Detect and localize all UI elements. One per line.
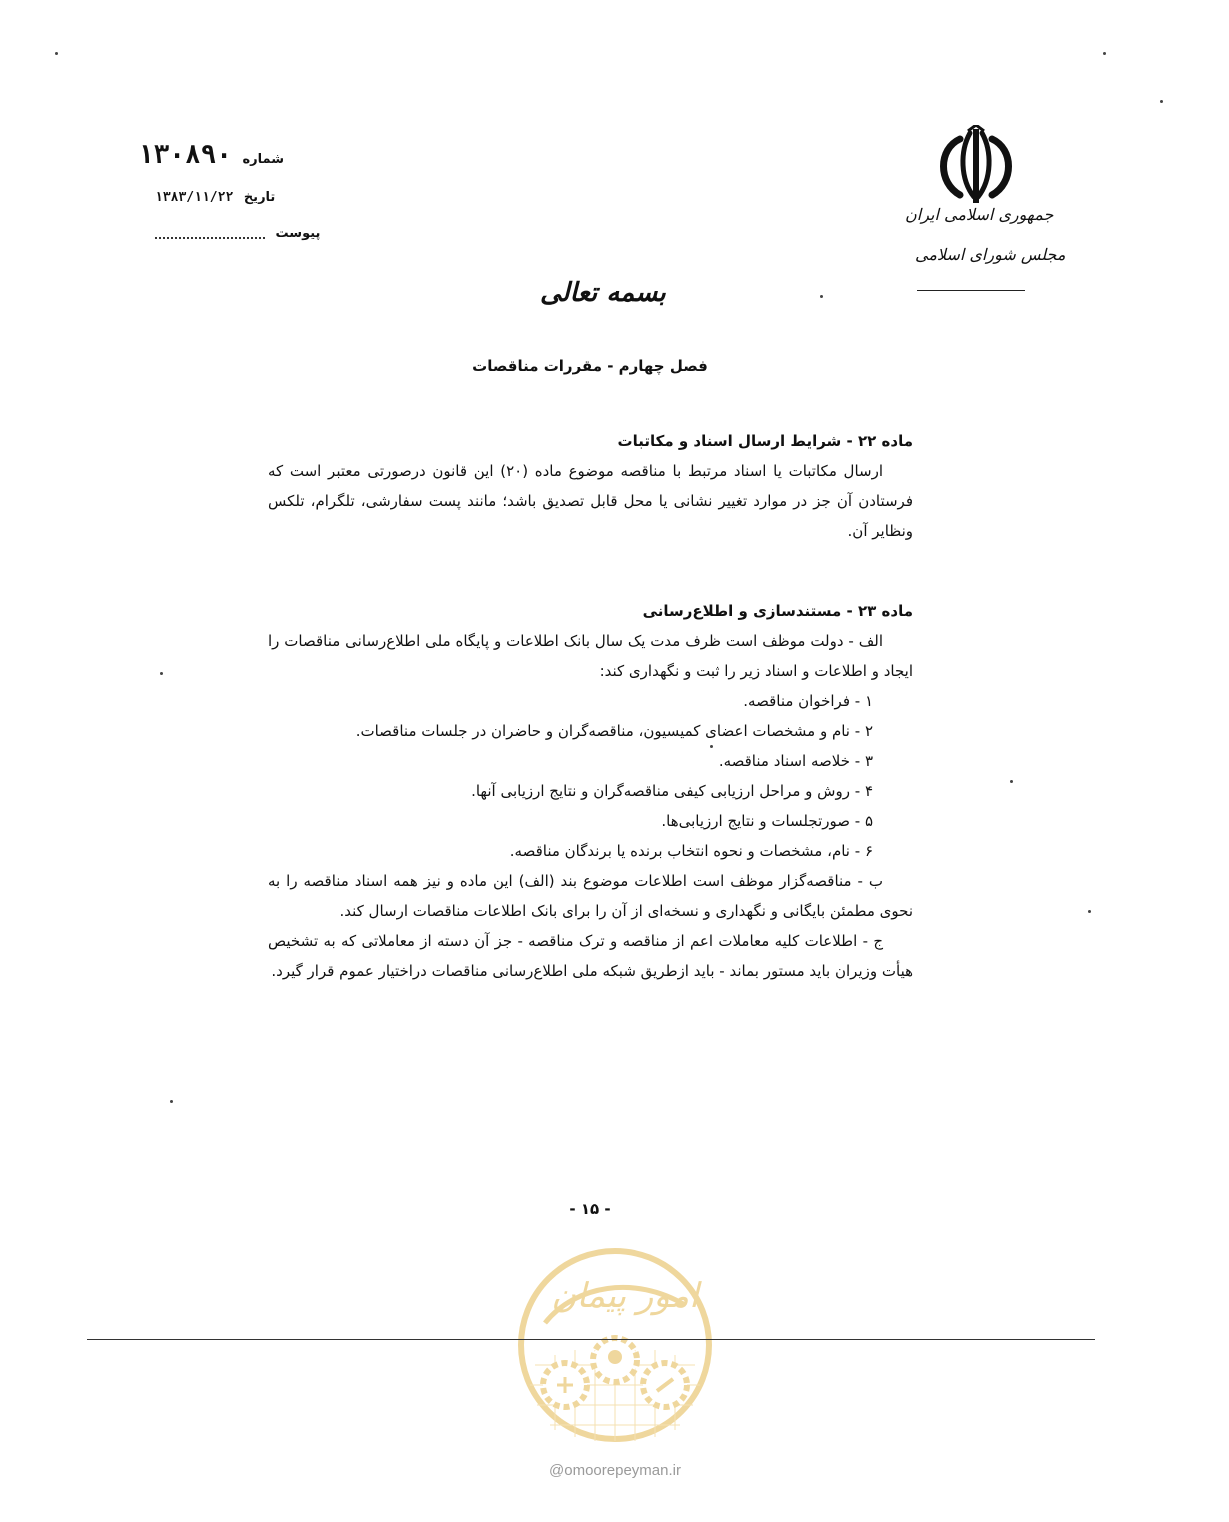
watermark-brand: امور پیمان (551, 1276, 699, 1316)
scan-speck (1088, 910, 1091, 913)
article-23 (268, 596, 913, 986)
attachment-dots (155, 229, 265, 239)
footer-rule (87, 1339, 1095, 1340)
letter-number (138, 140, 284, 170)
article-23-clause-be: ب - مناقصه‌گزار موظف است اطلاعات موضوع بند (الف) این ماده و نیز همه اسناد مناقصه را به نحوی مطمئن بایگانی و نگهداری و نسخه‌ای از آن را برای بانک اطلاعات مناقصات ارسال کند. (268, 872, 913, 920)
scan-speck (710, 745, 713, 748)
chapter-title: فصل چهارم - مقررات مناقصات (472, 357, 708, 375)
scan-speck (1103, 52, 1106, 55)
list-item: ۶ - نام، مشخصات و نحوه انتخاب برنده یا برندگان مناقصه. (509, 842, 873, 860)
list-item: ۲ - نام و مشخصات اعضای کمیسیون، مناقصه‌گران و حاضران در جلسات مناقصات. (355, 722, 873, 740)
scan-speck (1010, 780, 1013, 783)
scan-speck (160, 672, 163, 675)
emblem-underline (917, 290, 1025, 291)
date-value: ۱۳۸۳/۱۱/۲۲ (155, 190, 234, 205)
article-23-title: ماده ۲۳ - مستندسازی و اطلاع‌رسانی (642, 602, 913, 620)
number-value: ۱۳۰۸۹۰ (138, 140, 232, 170)
list-item: ۴ - روش و مراحل ارزیابی کیفی مناقصه‌گران و نتایج ارزیابی آنها. (471, 782, 873, 800)
letter-date (155, 190, 275, 205)
watermark-logo-icon (515, 1245, 715, 1445)
article-23-clause-alef: الف - دولت موظف است ظرف مدت یک سال بانک اطلاعات و پایگاه ملی اطلاع‌رسانی مناقصات را ایجاد و اطلاعات و اسناد زیر را ثبت و نگهداری کند: (268, 632, 913, 680)
number-label: شماره (242, 152, 284, 167)
watermark-url: @omoorepeyman.ir (549, 1462, 681, 1479)
article-22 (268, 426, 913, 546)
scan-speck (170, 1100, 173, 1103)
emblem-country: جمهوری اسلامی ایران (905, 205, 1054, 224)
date-label: تاریخ (243, 190, 276, 205)
iran-emblem-icon (930, 125, 1022, 205)
letter-attachment (155, 226, 320, 241)
article-22-text: ارسال مکاتبات یا اسناد مرتبط با مناقصه موضوع ماده (۲۰) این قانون درصورتی معتبر است که فرستادن آن جز در موارد تغییر نشانی یا محل قابل تصدیق باشد؛ مانند پست سفارشی، تلگرام، تلکس ونظایر آن. (268, 462, 913, 540)
bismillah-heading: بسمه تعالی (540, 278, 666, 308)
list-item: ۱ - فراخوان مناقصه. (743, 692, 873, 710)
list-item: ۳ - خلاصه اسناد مناقصه. (718, 752, 873, 770)
article-23-clause-jim: ج - اطلاعات کلیه معاملات اعم از مناقصه و ترک مناقصه - جز آن دسته از معاملاتی که به تشخیص هیأت وزیران باید مستور بماند - باید ازطریق شبکه ملی اطلاع‌رسانی مناقصات دراختیار عموم قرار گیرد. (268, 932, 913, 980)
page-number: - ۱۵ - (569, 1200, 611, 1218)
scan-speck (820, 295, 823, 298)
list-item: ۵ - صورتجلسات و نتایج ارزیابی‌ها. (661, 812, 873, 830)
article-22-title: ماده ۲۲ - شرایط ارسال اسناد و مکاتبات (617, 432, 913, 450)
scan-speck (55, 52, 58, 55)
scan-speck (1160, 100, 1163, 103)
emblem-parliament: مجلس شورای اسلامی (915, 245, 1066, 264)
attachment-label: پیوست (275, 226, 321, 241)
